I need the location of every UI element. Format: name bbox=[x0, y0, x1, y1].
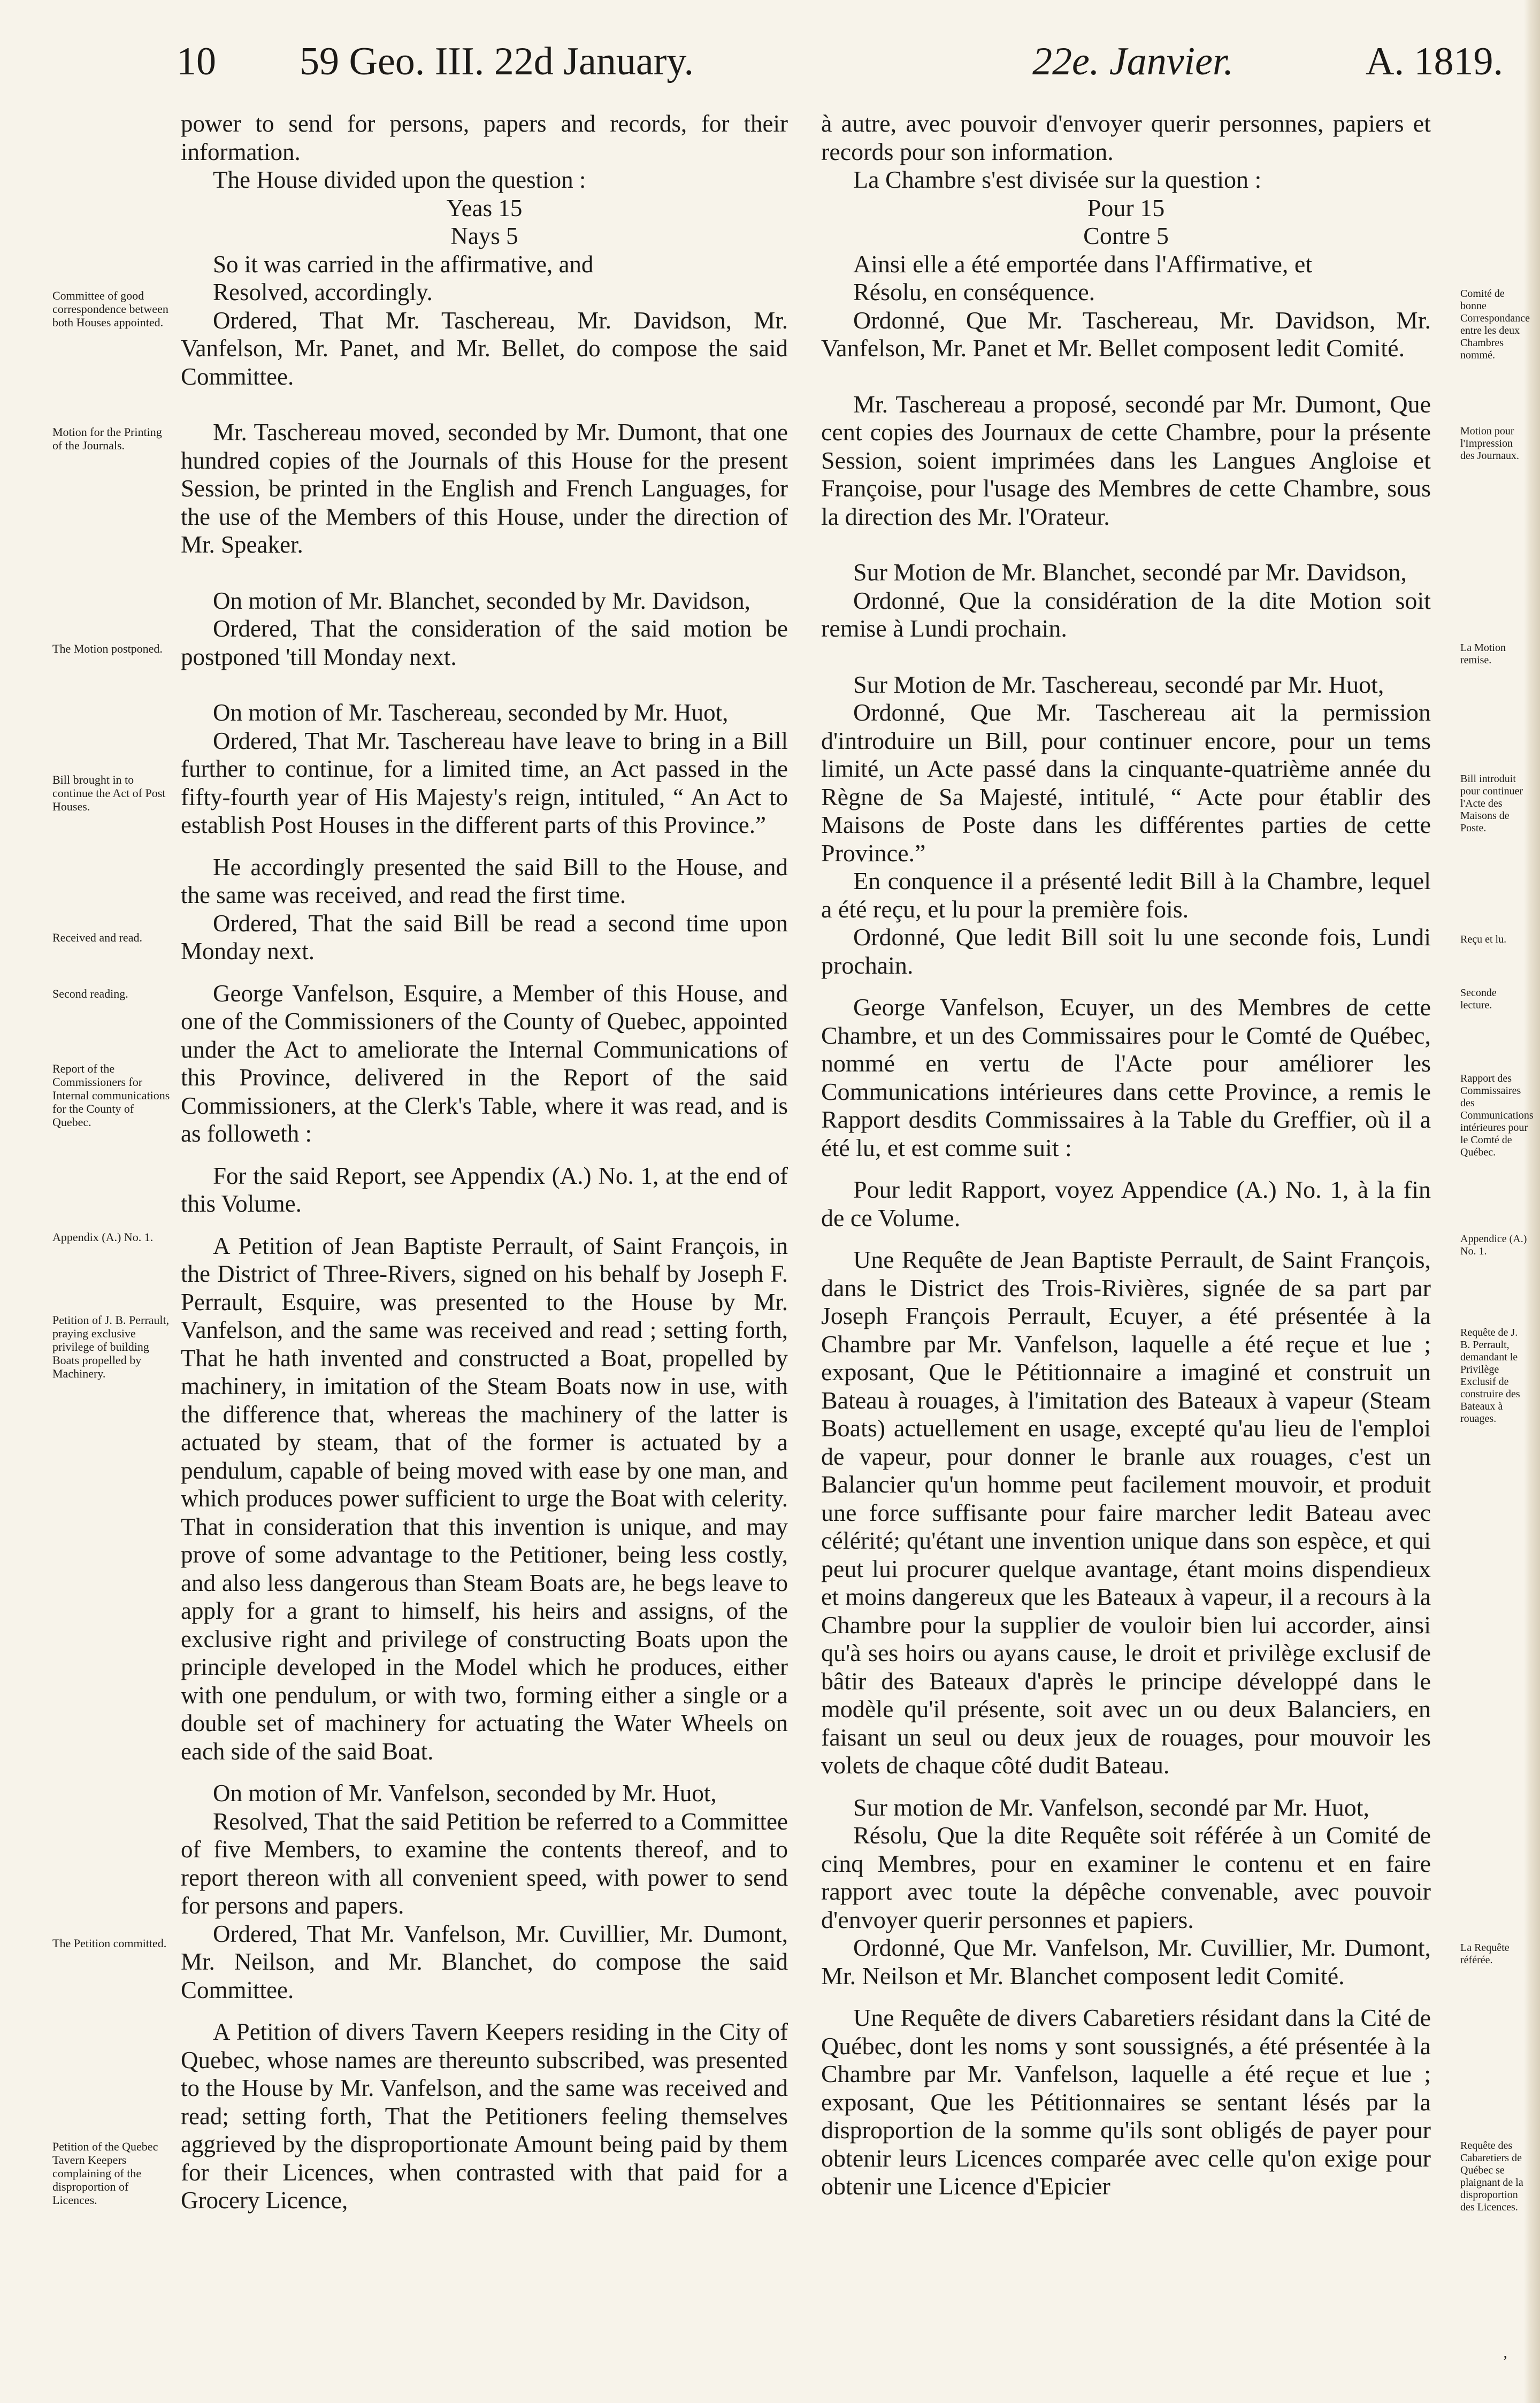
page-header bbox=[177, 32, 1503, 96]
margin-note-en: Report of the Commissioners for Internal communications for the County of Quebec. bbox=[52, 1062, 170, 1129]
margin-note-en: Motion for the Printing of the Journals. bbox=[52, 425, 162, 452]
en-paragraph: The House divided upon the question : bbox=[213, 166, 586, 193]
french-column bbox=[821, 110, 1431, 2201]
margin-note-fr: Requête des Cabaretiers de Québec se plaignant de la disproportion des Licences. bbox=[1460, 2140, 1523, 2213]
en-paragraph: Ordered, That the said Bill be read a second time upon Monday next. bbox=[181, 909, 788, 965]
fr-paragraph: Résolu, Que la dite Requête soit référée à un Comité de cinq Membres, pour en examiner le contenu et en faire rapport avec toute la dépêche convenable, avec pouvoir d'envoyer querir personnes et papiers. bbox=[821, 1822, 1431, 1933]
en-vote-nays: Nays 5 bbox=[450, 223, 518, 249]
margin-note-en: The Petition committed. bbox=[52, 1937, 167, 1950]
en-paragraph: power to send for persons, papers and records, for their information. bbox=[181, 110, 788, 165]
en-paragraph: Mr. Taschereau moved, seconded by Mr. Dumont, that one hundred copies of the Journals of this House for the present Session, be printed in the English and French Languages, for the use of the Members of this House, under the direction of Mr. Speaker. bbox=[181, 419, 788, 558]
en-paragraph: A Petition of Jean Baptiste Perrault, of Saint François, in the District of Three-Rivers, signed on his behalf by Joseph F. Perrault, Esquire, was presented to the House by Mr. Vanfelson, and the same was received and read ; setting forth, That he hath invented and constructed a Boat, propelled by machinery, in imitation of the Steam Boats now in use, with the difference that, whereas the machinery of the latter is actuated by steam, that of the former is actuated by a pendulum, capable of being moved with ease by one man, and which produces power sufficient to urge the Boat with celerity. That in consideration that this invention is unique, and may prove of some advantage to the Petitioner, being less costly, and also less dangerous than Steam Boats are, he begs leave to apply for a grant to himself, his heirs and assigns, of the exclusive right and privilege of constructing Boats upon the principle developed in the Model which he produces, either with one pendulum, or with two, forming either a single or a double set of machinery for actuating the Water Wheels on each side of the said Boat. bbox=[181, 1232, 788, 1765]
fr-vote-pour: Pour 15 bbox=[1087, 194, 1165, 221]
margin-note-fr: Seconde lecture. bbox=[1460, 987, 1497, 1011]
en-paragraph: A Petition of divers Tavern Keepers residing in the City of Quebec, whose names are thereunto subscribed, was presented to the House by Mr. Vanfelson, and the same was received and read; setting forth, That the Petitioners feeling themselves aggrieved by the disproportionate Amount being paid by them for their Licences, when contrasted with that paid for a Grocery Licence, bbox=[181, 2018, 788, 2214]
margin-note-en: Petition of the Quebec Tavern Keepers complaining of the disproportion of Licences. bbox=[52, 2140, 158, 2207]
english-column bbox=[181, 110, 788, 2215]
fr-paragraph: à autre, avec pouvoir d'envoyer querir personnes, papiers et records pour son information. bbox=[821, 110, 1431, 165]
en-paragraph: For the said Report, see Appendix (A.) No. 1, at the end of this Volume. bbox=[181, 1162, 788, 1217]
en-paragraph: Ordered, That the consideration of the said motion be postponed 'till Monday next. bbox=[181, 615, 788, 670]
fr-paragraph: George Vanfelson, Ecuyer, un des Membres de cette Chambre, et un des Commissaires pour le Comté de Québec, nommé en vertu de l'Acte pour améliorer les Communications intérieures dans cette Province, a remis le Rapport desdits Commissaires à la Table du Greffier, où il a été lu, et est comme suit : bbox=[821, 993, 1431, 1161]
corner-mark: ʼ bbox=[1503, 2353, 1508, 2370]
en-paragraph: On motion of Mr. Taschereau, seconded by Mr. Huot, bbox=[213, 699, 729, 726]
margin-note-en: Appendix (A.) No. 1. bbox=[52, 1230, 154, 1244]
margin-note-fr: Reçu et lu. bbox=[1460, 933, 1507, 945]
en-paragraph: Resolved, That the said Petition be referred to a Committee of five Members, to examine the contents thereof, and to report thereon with all convenient speed, with power to send for persons and papers. bbox=[181, 1808, 788, 1919]
fr-vote-contre: Contre 5 bbox=[1083, 222, 1169, 249]
margin-note-en: Bill brought in to continue the Act of Post Houses. bbox=[52, 773, 166, 813]
page-number: 10 bbox=[177, 40, 216, 83]
header-english-date: 59 Geo. III. 22d January. bbox=[300, 40, 694, 83]
fr-paragraph: En conquence il a présenté ledit Bill à la Chambre, lequel a été reçu, et lu pour la première fois. bbox=[821, 867, 1431, 923]
margin-note-fr: Bill introduit pour continuer l'Acte des Maisons de Poste. bbox=[1460, 773, 1523, 834]
fr-paragraph: Ordonné, Que Mr. Taschereau ait la permission d'introduire un Bill, pour continuer encore, pour un tems limité, un Acte passé dans la cinquante-quatrième année du Règne de Sa Majesté, intitulé, “ Acte pour établir des Maisons de Poste dans les différentes parties de cette Province.” bbox=[821, 699, 1431, 867]
margin-note-en: The Motion postponed. bbox=[52, 642, 163, 655]
fr-paragraph: Ordonné, Que la considération de la dite Motion soit remise à Lundi prochain. bbox=[821, 586, 1431, 642]
fr-paragraph: Ordonné, Que ledit Bill soit lu une seconde fois, Lundi prochain. bbox=[821, 923, 1431, 979]
fr-paragraph: Sur Motion de Mr. Blanchet, secondé par Mr. Davidson, bbox=[853, 558, 1407, 586]
margin-note-fr: Motion pour l'Impression des Journaux. bbox=[1460, 425, 1519, 462]
margin-note-en: Committee of good correspondence between both Houses appointed. bbox=[52, 289, 168, 329]
fr-paragraph: Ainsi elle a été emportée dans l'Affirmative, et bbox=[853, 250, 1313, 278]
fr-paragraph: Ordonné, Que Mr. Taschereau, Mr. Davidson, Mr. Vanfelson, Mr. Panet et Mr. Bellet composent ledit Comité. bbox=[821, 306, 1431, 362]
fr-paragraph: Résolu, en conséquence. bbox=[853, 278, 1095, 305]
en-paragraph: Ordered, That Mr. Taschereau have leave to bring in a Bill further to continue, for a limited time, an Act passed in the fifty-fourth year of His Majesty's reign, intituled, “ An Act to establish Post Houses in the different parts of this Province.” bbox=[181, 727, 788, 838]
fr-paragraph: Ordonné, Que Mr. Vanfelson, Mr. Cuvillier, Mr. Dumont, Mr. Neilson et Mr. Blanchet composent ledit Comité. bbox=[821, 1934, 1431, 1989]
margin-note-en: Second reading. bbox=[52, 987, 128, 1000]
fr-paragraph: La Chambre s'est divisée sur la question : bbox=[853, 166, 1262, 193]
en-paragraph: So it was carried in the affirmative, and bbox=[213, 250, 594, 278]
margin-note-fr: Appendice (A.) No. 1. bbox=[1460, 1233, 1527, 1257]
en-paragraph: On motion of Mr. Blanchet, seconded by Mr. Davidson, bbox=[213, 587, 750, 614]
header-french-date: 22e. Janvier. bbox=[1032, 40, 1234, 83]
en-vote-yeas: Yeas 15 bbox=[446, 194, 523, 221]
margin-note-fr: Requête de J. B. Perrault, demandant le Privilège Exclusif de construire des Bateaux à rouages. bbox=[1460, 1327, 1520, 1425]
margin-note-fr: La Motion remise. bbox=[1460, 642, 1506, 666]
en-paragraph: Resolved, accordingly. bbox=[213, 279, 433, 305]
fr-paragraph: Pour ledit Rapport, voyez Appendice (A.) No. 1, à la fin de ce Volume. bbox=[821, 1176, 1431, 1231]
margin-note-fr: La Requête référée. bbox=[1460, 1942, 1510, 1966]
margin-note-en: Petition of J. B. Perrault, praying exclusive privilege of building Boats propelled by Machinery. bbox=[52, 1313, 170, 1380]
en-paragraph: Ordered, That Mr. Taschereau, Mr. Davidson, Mr. Vanfelson, Mr. Panet, and Mr. Bellet, do compose the said Committee. bbox=[181, 307, 788, 390]
fr-paragraph: Une Requête de Jean Baptiste Perrault, de Saint François, dans le District des Trois-Rivières, signée de sa part par Joseph François Perrault, Ecuyer, a été présentée à la Chambre par Mr. Vanfelson, laquelle a été reçue et lue ; exposant, Que le Pétitionnaire a imaginé et construit un Bateau à rouages, à l'imitation des Bateaux à vapeur (Steam Boats) actuellement en usage, excepté qu'au lieu de l'emploi de vapeur, pour donner le branle aux rouages, c'est un Balancier qu'un homme peut facilement mouvoir, et produit une force suffisante pour faire marcher ledit Bateau avec célérité; qu'étant une invention unique dans son espèce, et qui peut lui procurer quelque avantage, étant moins dispendieux et moins dangereux que les Bateaux à vapeur, il a recours à la Chambre pour la supplier de vouloir bien lui accorder, ainsi qu'à ses hoirs ou ayans cause, le droit et privilège exclusif de bâtir des Bateaux d'après le principe développé dans le modèle qu'il présente, soit avec un ou deux Balanciers, en faisant un seul ou deux jeux de rouages, pour mouvoir les volets de chaque côté dudit Bateau. bbox=[821, 1246, 1431, 1779]
margin-note-fr: Comité de bonne Correspondance entre les deux Chambres nommé. bbox=[1460, 288, 1530, 361]
fr-paragraph: Mr. Taschereau a proposé, secondé par Mr. Dumont, Que cent copies des Journaux de cette Chambre, pour la présente Session, soient imprimées dans les Langues Angloise et Françoise, pour l'usage des Membres de cette Chambre, sous la direction des Mr. l'Orateur. bbox=[821, 390, 1431, 530]
en-paragraph: On motion of Mr. Vanfelson, seconded by Mr. Huot, bbox=[213, 1780, 717, 1807]
en-paragraph: He accordingly presented the said Bill to the House, and the same was received, and read the first time. bbox=[181, 853, 788, 908]
margin-note-en: Received and read. bbox=[52, 931, 142, 944]
en-paragraph: George Vanfelson, Esquire, a Member of this House, and one of the Commissioners of the County of Quebec, appointed under the Act to ameliorate the Internal Communications of this Province, delivered in the Report of the said Commissioners, at the Clerk's Table, where it was read, and is as followeth : bbox=[181, 979, 788, 1147]
margin-note-fr: Rapport des Commissaires des Communications intérieures pour le Comté de Québec. bbox=[1460, 1073, 1534, 1158]
header-year: A. 1819. bbox=[1366, 40, 1503, 83]
fr-paragraph: Sur Motion de Mr. Taschereau, secondé par Mr. Huot, bbox=[853, 670, 1384, 698]
fr-paragraph: Sur motion de Mr. Vanfelson, secondé par Mr. Huot, bbox=[853, 1793, 1370, 1821]
en-paragraph: Ordered, That Mr. Vanfelson, Mr. Cuvillier, Mr. Dumont, Mr. Neilson, and Mr. Blanchet, do compose the said Committee. bbox=[181, 1920, 788, 2003]
fr-paragraph: Une Requête de divers Cabaretiers résidant dans la Cité de Québec, dont les noms y sont soussignés, a été présentée à la Chambre par Mr. Vanfelson, laquelle a été reçue et lue ; exposant, Que les Pétitionnaires se sentant lésés par la disproportion de la somme qu'ils sont obligés de payer pour obtenir leurs Licences comparée avec celle qu'on exige pour obtenir une Licence d'Epicier bbox=[821, 2004, 1431, 2200]
